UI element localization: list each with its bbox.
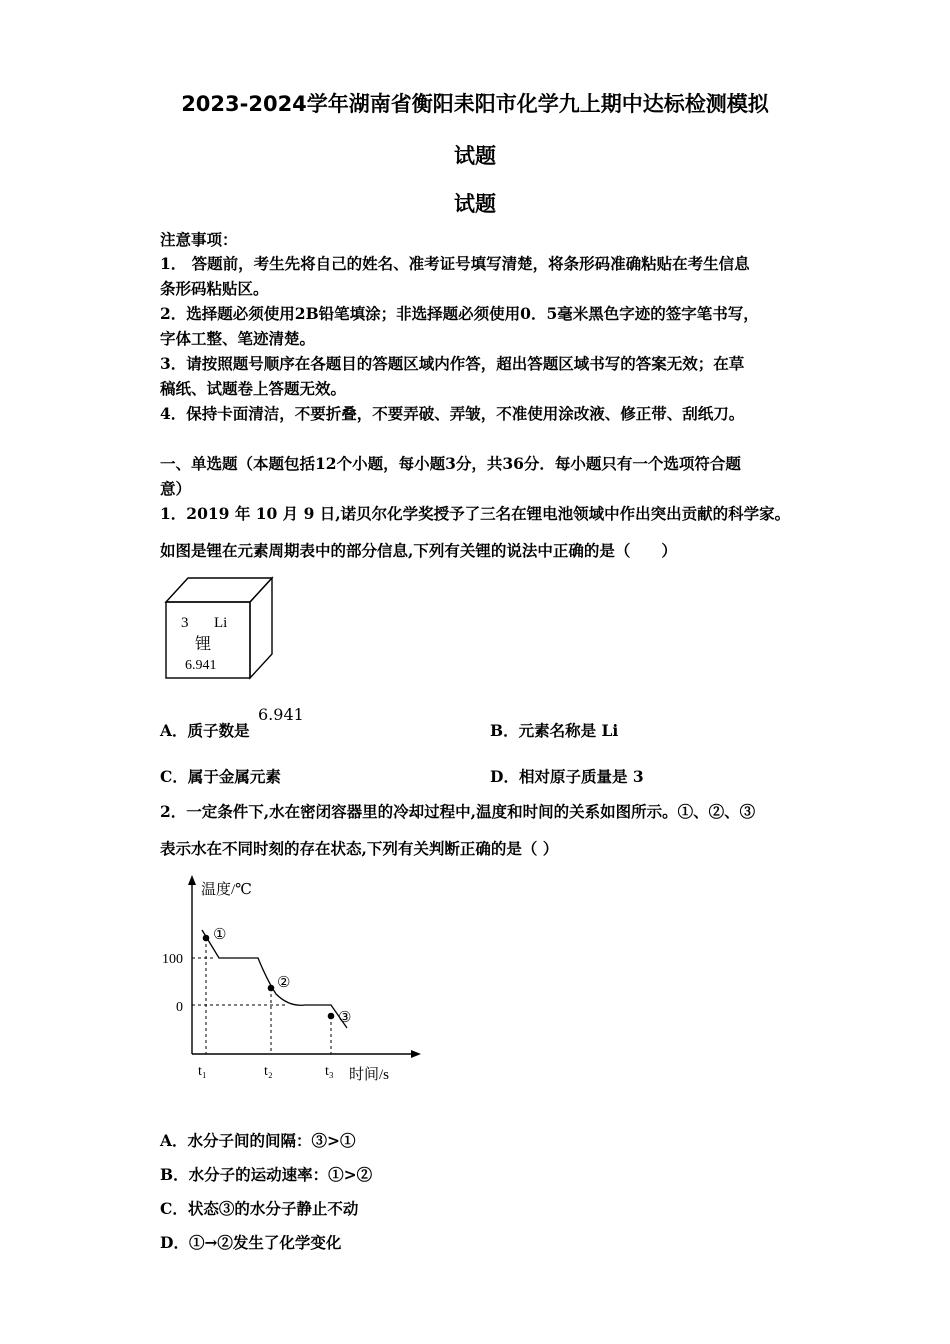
point-1-label: ① [213, 927, 227, 943]
notice-line: 条形码粘贴区。 [160, 279, 269, 298]
cell-side-face [250, 578, 272, 678]
notice-line: 4．保持卡面清洁，不要折叠，不要弄破、弄皱，不准使用涂改液、修正带、刮纸刀。 [160, 404, 745, 423]
option-c[interactable]: C．属于金属元素 [160, 767, 281, 786]
lithium-element-cell [160, 572, 278, 684]
section-heading-cont: 意） [160, 479, 192, 498]
question-2-text-cont: 表示水在不同时刻的存在状态,下列有关判断正确的是（ ） [160, 839, 559, 858]
y-axis-arrow [188, 875, 196, 885]
y-tick-100: 100 [162, 952, 183, 967]
page-subtitle: 试题 [454, 192, 496, 216]
point-3 [328, 1013, 335, 1020]
notice-line: 2．选择题必须使用2B铅笔填涂；非选择题必须使用0．5毫米黑色字迹的签字笔书写， [160, 304, 759, 323]
page-title: 2023-2024学年湖南省衡阳耒阳市化学九上期中达标检测模拟 [181, 92, 769, 116]
option-a[interactable] [160, 719, 250, 741]
q2-option-c[interactable]: C．状态③的水分子静止不动 [160, 1199, 359, 1218]
notice-line: 3．请按照题号顺序在各题目的答题区域内作答，超出答题区域书写的答案无效；在草 [160, 354, 745, 373]
element-name: 锂 [195, 636, 212, 653]
option-a-value: 6.941 [258, 705, 304, 724]
notice-heading: 注意事项： [160, 230, 238, 249]
point-1 [203, 935, 210, 942]
point-3-label: ③ [338, 1010, 352, 1026]
option-d[interactable]: D．相对原子质量是 3 [490, 767, 644, 786]
element-symbol: Li [214, 615, 228, 631]
point-2 [268, 985, 275, 992]
question-1-text: 1．2019 年 10 月 9 日,诺贝尔化学奖授予了三名在锂电池领域中作出突出贡献的科学家。 [160, 504, 791, 523]
y-axis-label: 温度/℃ [201, 882, 252, 898]
option-a-label: A．质子数是 [160, 721, 250, 740]
point-2-label: ② [277, 975, 291, 991]
q2-option-b[interactable]: B．水分子的运动速率：①>② [160, 1165, 373, 1184]
q2-option-a[interactable]: A．水分子间的间隔：③>① [160, 1131, 356, 1150]
atomic-mass: 6.941 [185, 658, 217, 673]
page-title-line2: 试题 [454, 144, 496, 168]
x-tick-t2: t₂ [264, 1064, 273, 1079]
x-axis-arrow [411, 1050, 421, 1058]
x-axis-label: 时间/s [349, 1067, 390, 1083]
x-tick-t3: t₃ [325, 1064, 334, 1079]
y-tick-0: 0 [176, 1000, 183, 1015]
q2-option-d[interactable]: D．①→②发生了化学变化 [160, 1233, 342, 1252]
notice-line: 字体工整、笔迹清楚。 [160, 329, 316, 348]
question-2-text: 2．一定条件下,水在密闭容器里的冷却过程中,温度和时间的关系如图所示。①、②、③ [160, 802, 756, 821]
cooling-curve [202, 930, 347, 1028]
notice-line: 1． 答题前，考生先将自己的姓名、准考证号填写清楚，将条形码准确粘贴在考生信息 [160, 254, 750, 273]
atomic-number: 3 [181, 615, 189, 631]
question-1-text-cont: 如图是锂在元素周期表中的部分信息,下列有关锂的说法中正确的是（ ） [160, 541, 677, 560]
section-heading: 一、单选题（本题包括12个小题，每小题3分，共36分．每小题只有一个选项符合题 [160, 454, 741, 473]
cell-top-face [166, 578, 272, 602]
x-tick-t1: t₁ [198, 1064, 207, 1079]
temperature-time-graph [155, 870, 430, 1088]
option-b[interactable]: B．元素名称是 Li [490, 721, 619, 740]
notice-line: 稿纸、试题卷上答题无效。 [160, 379, 347, 398]
